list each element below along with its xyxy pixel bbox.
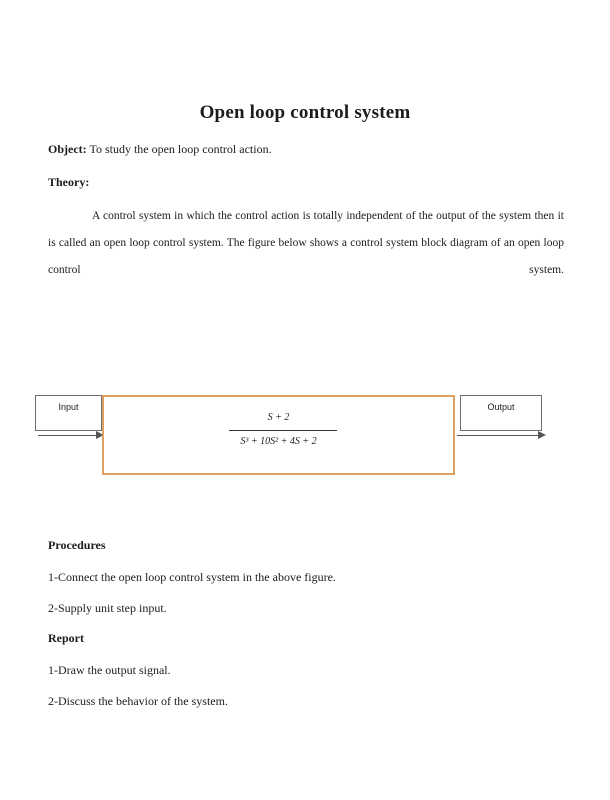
theory-heading: Theory:	[48, 175, 90, 189]
object-line	[48, 142, 272, 157]
procedure-item: 2-Supply unit step input.	[48, 601, 167, 615]
transfer-function-block	[102, 395, 455, 475]
report-item: 1-Draw the output signal.	[48, 663, 171, 677]
page-title: Open loop control system	[199, 102, 411, 123]
theory-paragraph	[48, 203, 564, 284]
input-arrow-line	[38, 435, 96, 436]
block-diagram	[0, 380, 610, 490]
input-label: Input	[58, 402, 79, 412]
tf-numerator: S + 2	[267, 412, 290, 423]
tf-denominator: S³ + 10S² + 4S + 2	[240, 436, 317, 447]
tf-fraction-bar	[229, 430, 337, 431]
input-box	[35, 395, 102, 431]
object-label: Object:	[48, 142, 87, 156]
procedure-item: 1-Connect the open loop control system in the above figure.	[48, 570, 336, 584]
procedures-heading: Procedures	[48, 538, 106, 552]
report-item: 2-Discuss the behavior of the system.	[48, 694, 228, 708]
object-text: To study the open loop control action.	[89, 142, 272, 156]
report-heading: Report	[48, 631, 84, 645]
output-box	[460, 395, 542, 431]
output-arrow-line	[457, 435, 539, 436]
output-label: Output	[487, 402, 515, 412]
theory-text: A control system in which the control action is totally independent of the output of the system then it is called an open loop control system. The figure below shows a control system block diagram of an open loop control system.	[48, 210, 564, 276]
output-arrow-head	[538, 431, 546, 439]
